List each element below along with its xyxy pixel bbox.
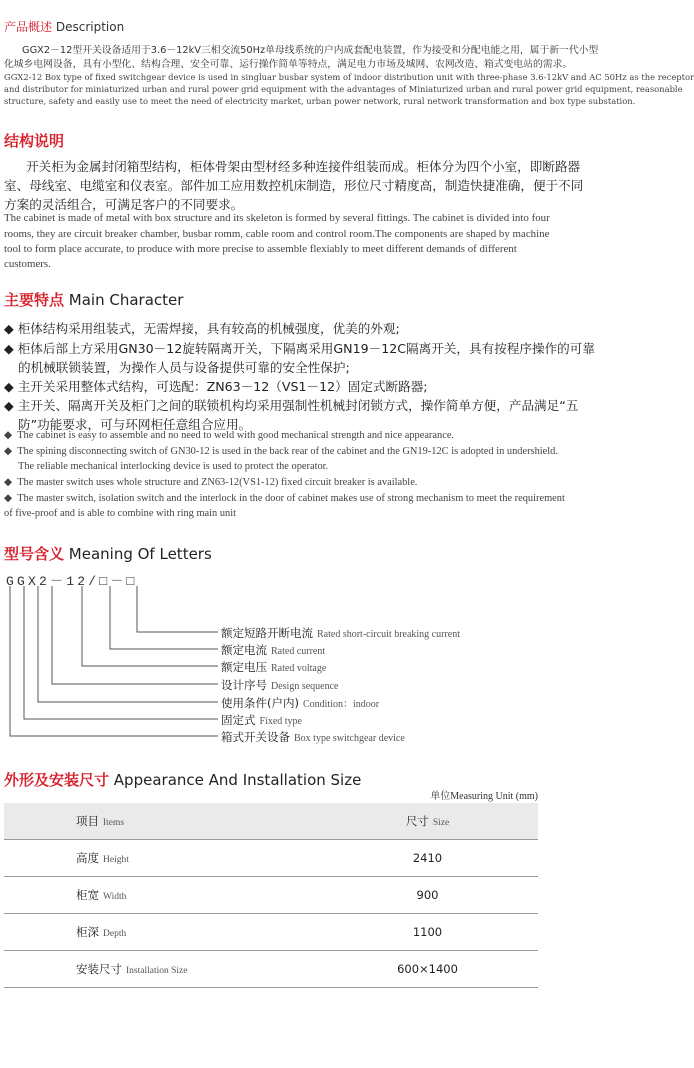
description-title-cn: 产品概述 — [4, 20, 53, 34]
structure-en-line: customers. — [4, 258, 51, 270]
row-value: 900 — [317, 877, 538, 914]
letter-meaning-item — [221, 642, 325, 658]
cn-bullet-text: 柜体后部上方采用GN30－12旋转隔离开关，下隔离采用GN19－12C隔离开关，具有按程序操作的可靠 — [17, 341, 595, 356]
cn-bullet-2-cont: 的机械联锁装置，为操作人员与设备提供可靠的安全性保护; — [18, 360, 350, 375]
row-label — [4, 877, 317, 914]
measuring-unit-cn: 单位 — [430, 791, 451, 802]
description-title-en: Description — [55, 20, 125, 34]
structure-cn-line: 开关柜为金属封闭箱型结构，柜体骨架由型材经多种连接件组装而成。柜体分为四个小室，即断路器 — [26, 159, 581, 174]
letter-meaning-en: Fixed type — [259, 716, 302, 727]
letters-title-cn: 型号含义 — [4, 545, 65, 563]
leader-line — [24, 586, 218, 719]
letter-meaning-item — [221, 659, 326, 675]
model-code: GGX2－12/□－□ — [6, 574, 138, 589]
table-row — [4, 877, 538, 914]
letter-meaning-cn: 固定式 — [221, 713, 256, 727]
row-label-en: Installation Size — [126, 966, 188, 976]
description-cn-line: GGX2－12型开关设备适用于3.6－12kV三相交流50Hz单母线系统的户内成套配电装置，作为接受和分配电能之用，属于新一代小型 — [22, 45, 599, 56]
letter-meaning-en: Rated current — [271, 646, 326, 657]
row-label-en: Height — [103, 855, 129, 865]
structure-en-line: rooms, they are circuit breaker chamber, busbar romm, cable room and control room.The components are shaped by machine — [4, 228, 550, 240]
diamond-bullet-icon: ◆ — [4, 341, 14, 356]
letter-meaning-cn: 额定电压 — [221, 660, 267, 674]
letter-meaning-cn: 使用条件(户内) — [221, 696, 299, 710]
letter-meaning-cn: 额定电流 — [221, 643, 267, 657]
diamond-bullet-icon: ◆ — [4, 321, 14, 336]
row-label-cn: 柜宽 — [76, 888, 99, 902]
letter-meaning-cn: 设计序号 — [221, 678, 267, 692]
cn-bullet-text: 主开关采用整体式结构，可选配：ZN63－12（VS1－12）固定式断路器; — [17, 379, 428, 394]
letter-meaning-cn: 箱式开关设备 — [221, 730, 290, 744]
size-title — [4, 769, 361, 790]
letter-meaning-en: Box type switchgear device — [294, 733, 405, 744]
header-size — [317, 803, 538, 840]
leader-line — [137, 586, 218, 632]
cn-bullet-text: 主开关、隔离开关及柜门之间的联锁机构均采用强制性机械封闭锁方式，操作简单方便，产品满足“五 — [17, 398, 579, 413]
structure-en-line: The cabinet is made of metal with box structure and its skeleton is formed by several fittings. The cabinet is divided into four — [4, 212, 550, 224]
row-label — [4, 840, 317, 877]
table-header-row — [4, 803, 538, 840]
row-label — [4, 914, 317, 951]
letter-meaning-en: Design sequence — [271, 681, 339, 692]
cn-bullet-4-cont: 防”功能要求，可与环网柜任意组合应用。 — [18, 417, 252, 432]
row-label-cn: 柜深 — [76, 925, 99, 939]
size-title-cn: 外形及安装尺寸 — [4, 771, 110, 789]
en-bullet-4-cont: of five-proof and is able to combine with ring main unit — [4, 508, 237, 519]
leader-line — [10, 586, 218, 736]
row-label-en: Width — [103, 892, 127, 902]
leader-line — [38, 586, 218, 702]
leader-line — [110, 586, 218, 649]
header-items — [4, 803, 317, 840]
diamond-bullet-icon: ◆ — [4, 379, 14, 394]
letter-meaning-item — [221, 677, 338, 693]
en-bullet-2-cont: The reliable mechanical interlocking device is used to protect the operator. — [18, 461, 329, 472]
row-label-cn: 安装尺寸 — [76, 962, 122, 976]
structure-title-cn: 结构说明 — [4, 132, 65, 150]
cn-bullet-text: 柜体结构采用组装式，无需焊接，具有较高的机械强度，优美的外观; — [17, 321, 400, 336]
letter-meaning-en: Condition：indoor — [302, 699, 380, 710]
leader-line — [82, 586, 218, 666]
description-en-line: GGX2-12 Box type of fixed switchgear device is used in singluar busbar system of indoor distribution unit with three-phase 3.6-12kV and AC 50Hz as the receptor — [4, 72, 694, 82]
measuring-unit — [430, 787, 538, 802]
table-row — [4, 914, 538, 951]
letter-meaning-en: Rated voltage — [271, 663, 327, 674]
main-character-title-en: Main Character — [68, 291, 184, 309]
row-value: 1100 — [317, 914, 538, 951]
leader-line — [52, 586, 218, 684]
diamond-bullet-icon: ◆ — [4, 493, 12, 504]
row-value: 2410 — [317, 840, 538, 877]
en-bullet-text: The spining disconnecting switch of GN30-12 is used in the back rear of the cabinet and the GN19-12C is adopted in undershield. — [17, 446, 558, 457]
letters-title-en: Meaning Of Letters — [68, 545, 212, 563]
measuring-unit-en: Measuring Unit (mm) — [450, 791, 538, 802]
en-bullet-text: The master switch, isolation switch and the interlock in the door of cabinet makes use of strong mechanism to meet the requirement — [17, 493, 565, 504]
main-character-title-cn: 主要特点 — [4, 291, 65, 309]
row-value: 600×1400 — [317, 951, 538, 988]
row-label — [4, 951, 317, 988]
en-bullet-text: The cabinet is easy to assemble and no need to weld with good mechanical strength and nice appearance. — [17, 430, 455, 441]
description-cn-line: 化城乡电网设备，具有小型化、结构合理、安全可靠、运行操作简单等特点，满足电力市场及城网、农网改造、箱式变电站的需求。 — [4, 59, 573, 70]
description-en-line: and distributor for miniaturized urban and rural power grid equipment with the advantages of Miniaturized urban and rural power grid equipment, reasonable — [4, 84, 683, 94]
header-items-en: Items — [103, 818, 125, 828]
header-size-cn: 尺寸 — [405, 814, 429, 828]
letter-meaning-item — [221, 695, 379, 711]
row-label-en: Depth — [103, 929, 127, 939]
letter-meaning-en: Rated short-circuit breaking current — [317, 629, 460, 640]
letter-meaning-item — [221, 712, 302, 728]
en-bullet-text: The master switch uses whole structure and ZN63-12(VS1-12) fixed circuit breaker is available. — [17, 477, 418, 488]
diamond-bullet-icon: ◆ — [4, 430, 12, 441]
row-label-cn: 高度 — [76, 851, 99, 865]
letter-meaning-cn: 额定短路开断电流 — [221, 626, 313, 640]
table-row — [4, 951, 538, 988]
diamond-bullet-icon: ◆ — [4, 398, 14, 413]
header-size-en: Size — [432, 818, 450, 828]
structure-en-line: tool to form place accurate, to produce with more precise to assemble flexiably to meet different demands of different — [4, 243, 517, 255]
letter-meaning-item — [221, 625, 460, 641]
structure-cn-line: 方案的灵活组合，可满足客户的不同要求。 — [4, 197, 244, 212]
size-table — [4, 803, 538, 988]
letter-meaning-item — [221, 729, 405, 745]
size-title-en: Appearance And Installation Size — [113, 771, 362, 789]
description-en-line: structure, safety and easily use to meet the need of electricity market, urban power network, rural network transformation and box type substation. — [4, 96, 636, 106]
diamond-bullet-icon: ◆ — [4, 477, 12, 488]
diamond-bullet-icon: ◆ — [4, 446, 12, 457]
table-row — [4, 840, 538, 877]
structure-cn-line: 室、母线室、电缆室和仪表室。部件加工应用数控机床制造，形位尺寸精度高，制造快捷准确，便于不同 — [4, 178, 584, 193]
header-items-cn: 项目 — [76, 814, 99, 828]
